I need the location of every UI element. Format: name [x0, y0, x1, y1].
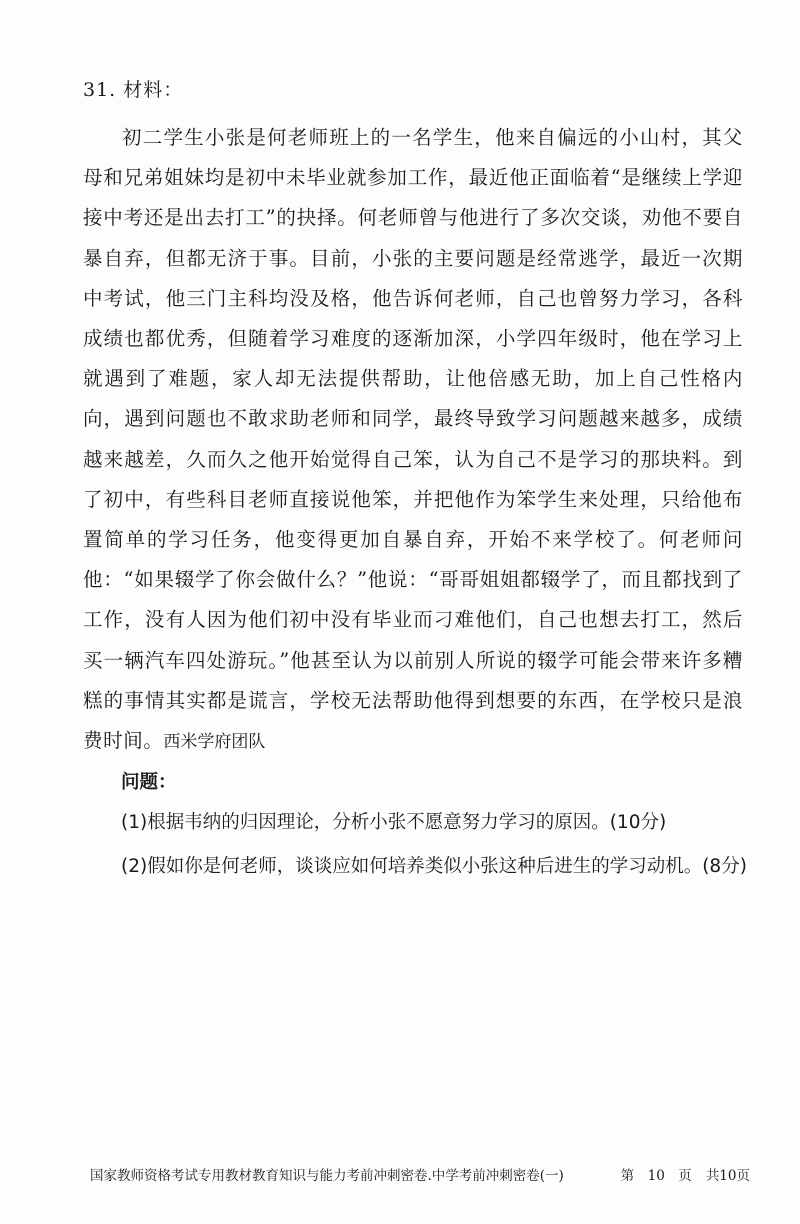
question-number-heading: 31. 材料：	[83, 79, 184, 101]
question-item-1: (1)根据韦纳的归因理论，分析小张不愿意努力学习的原因。(10分)	[121, 812, 667, 833]
material-paragraph	[83, 118, 743, 762]
material-text: 初二学生小张是何老师班上的一名学生，他来自偏远的小山村，其父母和兄弟姐妹均是初中未毕业就参加工作，最近他正面临着“是继续上学迎接中考还是出去打工”的抉择。何老师曾与他进行了多次交谈，劝他不要自暴自弃，但都无济于事。目前，小张的主要问题是经常逃学，最近一次期中考试，他三门主科均没及格，他告诉何老师，自己也曾努力学习，各科成绩也都优秀，但随着学习难度的逐渐加深，小学四年级时，他在学习上就遇到了难题，家人却无法提供帮助，让他倍感无助，加上自己性格内向，遇到问题也不敢求助老师和同学，最终导致学习问题越来越多，成绩越来越差，久而久之他开始觉得自己笨，认为自己不是学习的那块料。到了初中，有些科目老师直接说他笨，并把他作为笨学生来处理，只给他布置简单的学习任务，他变得更加自暴自弃，开始不来学校了。何老师问他：“如果辍学了你会做什么？”他说：“哥哥姐姐都辍学了，而且都找到了工作，没有人因为他们初中没有毕业而刁难他们，自己也想去打工，然后买一辆汽车四处游玩。”他甚至认为以前别人所说的辍学可能会带来许多糟糕的事情其实都是谎言，学校无法帮助他得到想要的东西，在学校只是浪费时间。	[83, 126, 743, 753]
footer-page-number: 第 10 页	[620, 1168, 692, 1184]
question-item-2: (2)假如你是何老师，谈谈应如何培养类似小张这种后进生的学习动机。(8分)	[121, 856, 747, 877]
questions-label: 问题：	[121, 772, 177, 793]
page-footer	[90, 1164, 750, 1184]
footer-pagination	[607, 1164, 750, 1184]
footer-total-pages: 共10页	[705, 1168, 750, 1184]
footer-title: 国家教师资格考试专用教材教育知识与能力考前冲刺密卷.中学考前冲刺密卷(一)	[90, 1168, 564, 1184]
watermark-text: 西米学府团队	[163, 732, 266, 753]
